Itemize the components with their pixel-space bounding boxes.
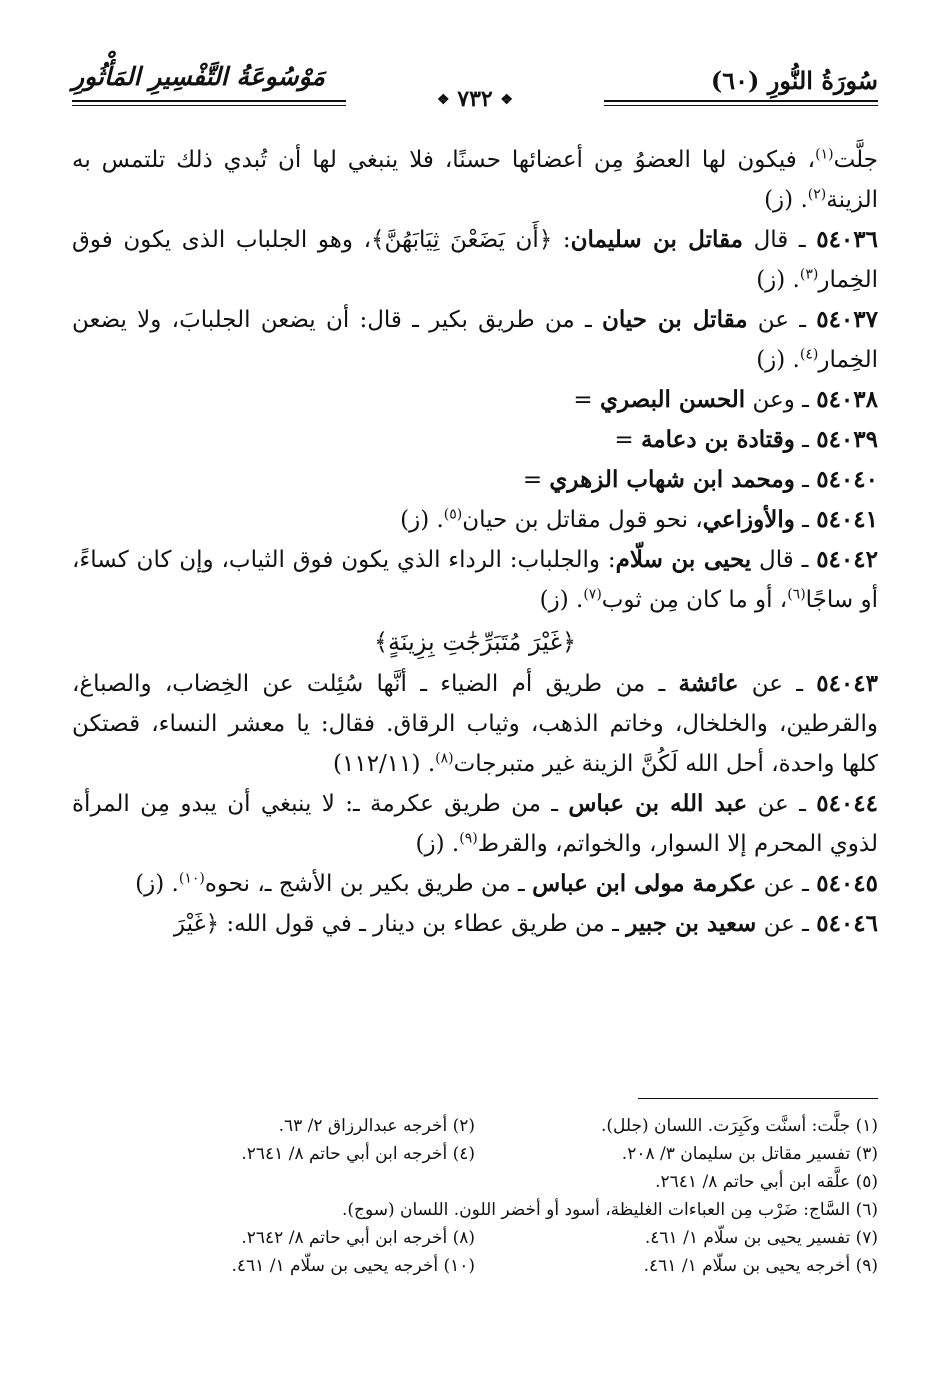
- header-rule-right: [604, 100, 878, 102]
- footnote-7: (٧) تفسير يحيى بن سلّام ١/ ٤٦١.: [644, 1228, 878, 1248]
- header-rule-left: [72, 100, 346, 102]
- running-header: [72, 62, 878, 114]
- entry-54039: [72, 420, 878, 460]
- text-run: ـ من طريق بكير بن الأشج ـ، نحوه: [204, 871, 533, 897]
- narrator-name: يحيى بن سلّام: [615, 546, 752, 573]
- footnote-10: (١٠) أخرجه يحيى بن سلّام ١/ ٤٦١.: [231, 1256, 475, 1276]
- text-run: ـ قال: [742, 227, 817, 253]
- text-run: . (ز): [539, 587, 584, 613]
- footnote-1: (١) جلَّت: أسنَّت وكَبِرَت. اللسان (جلل).: [600, 1116, 878, 1136]
- narrator-name: وقتادة بن دعامة: [640, 426, 795, 453]
- entry-54045: [72, 864, 878, 904]
- page-number: ٧٣٢: [457, 86, 493, 112]
- text-run: جلَّت: [833, 147, 878, 173]
- text-run: ، فيكون لها العضوُ مِن أعضائها حسنًا، فلا ينبغي لها أن تُبدي ذلك تلتمس به الزينة: [72, 147, 878, 213]
- text-run: ـ عن: [756, 871, 817, 897]
- footnote-ref[interactable]: (٢): [807, 186, 827, 203]
- footnote-ref[interactable]: (١٠): [178, 870, 205, 887]
- text-run: ـ قال: [751, 547, 817, 573]
- narrator-name: والأوزاعي: [702, 506, 795, 533]
- entry-number: ٥٤٠٤٢: [816, 546, 878, 573]
- ornament-right-icon: ❖: [500, 92, 513, 108]
- footnote-ref[interactable]: (٩): [459, 830, 478, 847]
- text-run: . (ز): [135, 871, 179, 897]
- entry-54044: [72, 784, 878, 864]
- main-text: [72, 140, 878, 944]
- text-run: . (ز): [756, 267, 800, 293]
- text-run: : ﴿أَن يَضَعْنَ ثِيَابَهُنَّ﴾، وهو الجلباب الذى يكون فوق الخِمار: [72, 227, 878, 293]
- entry-number: ٥٤٠٤٦: [816, 910, 878, 937]
- text-run: ـ من طريق عكرمة ـ: لا ينبغي أن يبدو مِن المرأة لذوي المحرم إلا السوار، والخواتم، والقرط: [72, 791, 878, 857]
- narrator-name: عبد الله بن عباس: [568, 790, 748, 817]
- surah-title: سُورَةُ النُّورِ (٦٠): [710, 66, 878, 95]
- narrator-name: مقاتل بن حيان: [601, 306, 748, 333]
- entry-54043: [72, 664, 878, 784]
- text-run: =: [573, 387, 600, 413]
- footnote-ref[interactable]: (٣): [799, 266, 819, 283]
- verse-heading: ﴿غَيْرَ مُتَبَرِّجَٰتِ بِزِينَةٍ﴾: [373, 628, 577, 656]
- footnotes: [72, 1112, 878, 1280]
- text-run: ـ من طريق عطاء بن دينار ـ في قول الله: ﴿غَيْرَ: [173, 911, 627, 937]
- entry-number: ٥٤٠٤٥: [816, 870, 878, 897]
- narrator-name: عائشة: [678, 670, 739, 697]
- narrator-name: مقاتل بن سليمان: [570, 226, 743, 253]
- footnote-4: (٤) أخرجه ابن أبي حاتم ٨/ ٢٦٤١.: [241, 1144, 475, 1164]
- header-rule-right-thin: [604, 105, 878, 106]
- footnote-5: (٥) علَّقه ابن أبي حاتم ٨/ ٢٦٤١.: [655, 1172, 878, 1192]
- text-run: : والجلباب: الرداء الذي يكون فوق الثياب، وإن كان كساءً، أو ساجًا: [72, 547, 878, 613]
- footnote-ref[interactable]: (٤): [799, 346, 819, 363]
- narrator-name: الحسن البصري: [599, 386, 746, 413]
- entry-number: ٥٤٠٤٠: [816, 466, 878, 493]
- page-number-group: [429, 86, 521, 112]
- entry-number: ٥٤٠٣٧: [816, 306, 878, 333]
- footnote-row: [72, 1252, 878, 1280]
- text-run: . (ز): [764, 187, 808, 213]
- footnote-separator: [638, 1098, 878, 1099]
- entry-54041: [72, 500, 878, 540]
- entry-number: ٥٤٠٤٣: [816, 670, 878, 697]
- entry-number: ٥٤٠٣٨: [816, 386, 878, 413]
- footnote-ref[interactable]: (٧): [583, 586, 602, 603]
- footnote-ref[interactable]: (٥): [443, 506, 463, 523]
- entry-number: ٥٤٠٣٦: [816, 226, 878, 253]
- entry-number: ٥٤٠٣٩: [816, 426, 878, 453]
- text-run: ـ عن: [756, 911, 817, 937]
- text-run: . (ز): [400, 507, 444, 533]
- narrator-name: عكرمة مولى ابن عباس: [532, 870, 757, 897]
- footnote-ref[interactable]: (٦): [787, 586, 806, 603]
- entry-54037: [72, 300, 878, 380]
- text-run: ، نحو قول مقاتل بن حيان: [462, 507, 703, 533]
- footnote-6: (٦) السَّاج: ضَرْب مِن العباءات الغليظة، أسود أو أخضر اللون. اللسان (سوج).: [341, 1200, 878, 1220]
- text-run: =: [614, 427, 641, 453]
- header-rule-left-thin: [72, 105, 346, 106]
- text-run: ـ عن: [738, 671, 817, 697]
- text-run: ـ عن: [747, 307, 817, 333]
- text-run: . (ز): [415, 831, 460, 857]
- footnote-row: [72, 1112, 878, 1140]
- text-run: . (١١٢/١١): [333, 751, 436, 777]
- entry-number: ٥٤٠٤٤: [816, 790, 878, 817]
- book-title: مَوْسُوعَةُ التَّفْسِيرِ المَأْثُورِ: [72, 62, 325, 91]
- text-run: ـ عن: [747, 791, 817, 817]
- text-run: ـ: [794, 467, 817, 493]
- entry-54038: [72, 380, 878, 420]
- entry-54040: [72, 460, 878, 500]
- text-run: ـ: [794, 427, 817, 453]
- text-run: ـ من طريق أم الضياء ـ أنَّها سُئِلت عن الخِضاب، والصباغ، والقرطين، والخلخال، وخاتم الذهب، وثياب الرقاق. فقال: يا معشر النساء، قصتكن كلها واحدة، أحل الله لَكُنَّ الزينة غير متبرجات: [72, 671, 878, 777]
- text-run: ـ: [794, 507, 817, 533]
- footnote-2: (٢) أخرجه عبدالرزاق ٢/ ٦٣.: [278, 1116, 475, 1136]
- text-run: ـ وعن: [745, 387, 817, 413]
- entry-54036: [72, 220, 878, 300]
- entry-54042: [72, 540, 878, 620]
- entry-continuation: [72, 140, 878, 220]
- footnote-ref[interactable]: (١): [815, 146, 834, 163]
- footnote-row: [72, 1224, 878, 1252]
- footnote-8: (٨) أخرجه ابن أبي حاتم ٨/ ٢٦٤٢.: [241, 1228, 475, 1248]
- ornament-left-icon: ❖: [437, 92, 450, 108]
- entry-54046: [72, 904, 878, 944]
- text-run: ، أو ما كان مِن ثوب: [601, 587, 788, 613]
- entry-number: ٥٤٠٤١: [816, 506, 878, 533]
- narrator-name: سعيد بن جبير: [626, 910, 757, 937]
- footnote-row: [72, 1140, 878, 1168]
- text-run: . (ز): [756, 347, 800, 373]
- footnote-9: (٩) أخرجه يحيى بن سلّام ١/ ٤٦١.: [643, 1256, 878, 1276]
- narrator-name: ومحمد ابن شهاب الزهري: [549, 466, 795, 493]
- footnote-row: [72, 1168, 878, 1196]
- footnote-ref[interactable]: (٨): [435, 750, 454, 767]
- footnote-3: (٣) تفسير مقاتل بن سليمان ٣/ ٢٠٨.: [621, 1144, 878, 1164]
- text-run: =: [522, 467, 550, 493]
- text-run: ـ من طريق بكير ـ قال: أن يضعن الجلبابَ، ولا يضعن الخِمار: [72, 307, 878, 373]
- footnote-row: [72, 1196, 878, 1224]
